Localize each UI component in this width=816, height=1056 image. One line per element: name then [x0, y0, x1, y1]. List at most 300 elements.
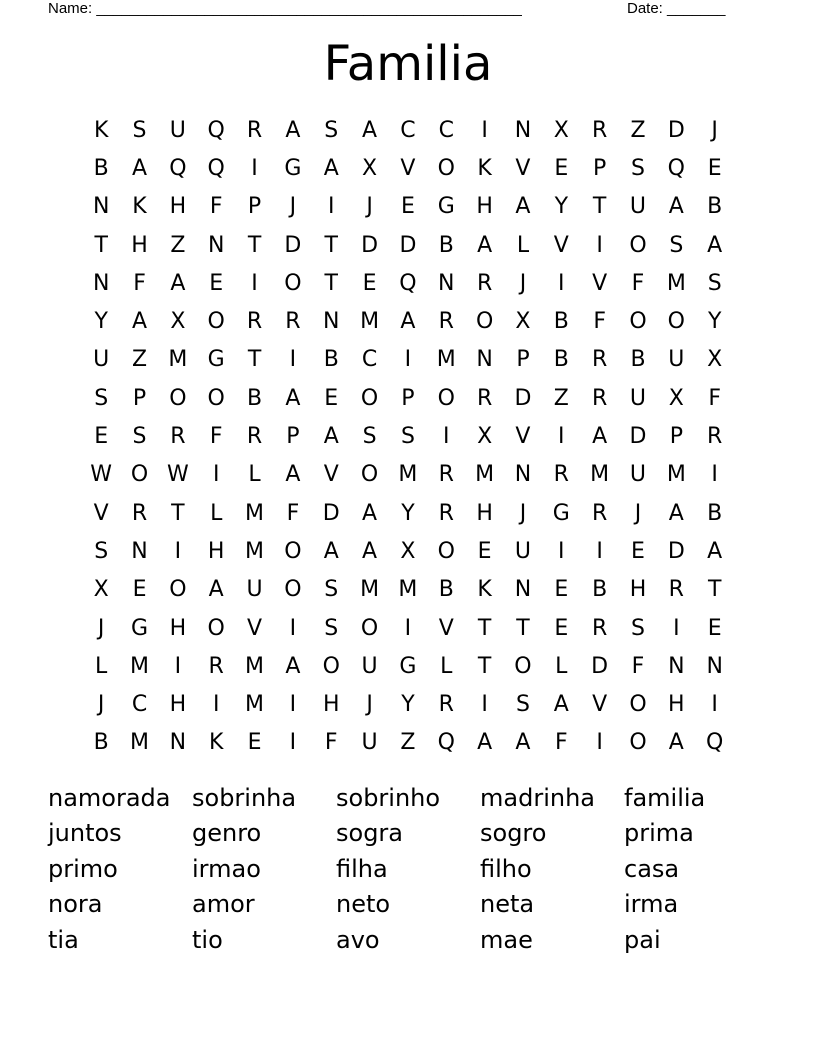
grid-letter[interactable]: I — [212, 692, 220, 718]
grid-letter[interactable]: R — [438, 462, 454, 488]
grid-letter[interactable]: I — [558, 538, 565, 564]
grid-letter[interactable]: E — [707, 155, 722, 181]
grid-letter[interactable]: D — [629, 424, 647, 450]
grid-letter[interactable]: R — [707, 424, 723, 450]
grid-letter[interactable]: O — [437, 538, 455, 564]
grid-letter[interactable]: J — [366, 194, 373, 220]
grid-letter[interactable]: B — [592, 577, 608, 603]
grid-letter[interactable]: D — [322, 500, 340, 526]
grid-letter[interactable]: I — [596, 730, 603, 756]
grid-letter[interactable]: I — [481, 117, 488, 143]
grid-letter[interactable]: O — [130, 462, 149, 488]
grid-letter[interactable]: A — [323, 424, 339, 450]
grid-letter[interactable]: J — [289, 194, 297, 220]
grid-letter[interactable]: X — [400, 538, 416, 564]
grid-letter[interactable]: S — [324, 577, 339, 603]
grid-letter[interactable]: A — [400, 309, 416, 335]
grid-letter[interactable]: M — [168, 347, 188, 373]
grid-letter[interactable]: Y — [707, 309, 722, 335]
grid-letter[interactable]: M — [398, 577, 418, 603]
grid-letter[interactable]: B — [93, 155, 109, 181]
grid-letter[interactable]: Q — [207, 155, 225, 181]
grid-letter[interactable]: M — [130, 730, 149, 756]
grid-letter[interactable]: S — [94, 385, 109, 411]
grid-letter[interactable]: E — [554, 577, 569, 603]
grid-letter[interactable]: O — [475, 309, 494, 335]
grid-letter[interactable]: I — [558, 270, 565, 296]
grid-letter[interactable]: A — [477, 232, 493, 258]
grid-letter[interactable]: W — [166, 462, 189, 488]
grid-letter[interactable]: S — [324, 615, 339, 641]
grid-letter[interactable]: Q — [399, 270, 417, 296]
grid-letter[interactable]: I — [174, 653, 182, 679]
grid-letter[interactable]: A — [362, 117, 378, 143]
grid-letter[interactable]: Z — [400, 730, 416, 756]
grid-letter[interactable]: H — [322, 692, 340, 718]
grid-letter[interactable]: I — [711, 462, 718, 488]
grid-letter[interactable]: C — [131, 692, 148, 718]
word-list-item: prima — [624, 819, 694, 848]
grid-letter[interactable]: G — [437, 194, 455, 220]
grid-letter[interactable]: N — [169, 730, 187, 756]
grid-letter[interactable]: N — [92, 194, 110, 220]
grid-letter[interactable]: J — [519, 270, 527, 296]
word-list-item: juntos — [48, 819, 122, 848]
grid-letter[interactable]: R — [591, 117, 608, 143]
grid-letter[interactable]: O — [629, 730, 647, 756]
grid-letter[interactable]: T — [707, 577, 722, 603]
grid-letter[interactable]: L — [248, 462, 261, 488]
word-list-item: familia — [624, 783, 706, 812]
grid-letter[interactable]: D — [361, 232, 379, 258]
grid-letter[interactable]: R — [438, 500, 454, 526]
grid-letter[interactable]: E — [400, 194, 415, 220]
grid-letter[interactable]: R — [246, 117, 263, 143]
grid-letter[interactable]: D — [667, 538, 685, 564]
grid-letter[interactable]: N — [476, 347, 493, 373]
grid-letter[interactable]: C — [361, 347, 378, 373]
grid-letter[interactable]: A — [477, 730, 493, 756]
grid-letter[interactable]: A — [707, 232, 723, 258]
grid-letter[interactable]: D — [667, 117, 685, 143]
grid-letter[interactable]: M — [245, 653, 265, 679]
grid-letter[interactable]: F — [286, 500, 300, 526]
grid-letter[interactable]: R — [131, 500, 148, 526]
grid-letter[interactable]: D — [514, 385, 532, 411]
grid-letter[interactable]: N — [438, 270, 455, 296]
grid-letter[interactable]: U — [246, 577, 263, 603]
grid-letter[interactable]: P — [401, 385, 415, 411]
grid-letter[interactable]: B — [707, 194, 723, 220]
grid-letter[interactable]: U — [629, 194, 647, 220]
grid-letter[interactable]: V — [247, 615, 263, 641]
grid-letter[interactable]: U — [629, 462, 647, 488]
grid-letter[interactable]: M — [245, 500, 265, 526]
grid-letter[interactable]: P — [286, 424, 300, 450]
grid-letter[interactable]: K — [477, 155, 492, 181]
grid-letter[interactable]: T — [247, 347, 262, 373]
grid-letter[interactable]: M — [360, 309, 380, 335]
grid-letter[interactable]: R — [553, 462, 569, 488]
grid-letter[interactable]: X — [707, 347, 723, 373]
grid-letter[interactable]: O — [514, 653, 532, 679]
grid-letter[interactable]: H — [169, 194, 187, 220]
grid-letter[interactable]: I — [174, 538, 182, 564]
grid-letter[interactable]: I — [481, 692, 488, 718]
grid-letter[interactable]: R — [476, 385, 493, 411]
grid-letter[interactable]: A — [668, 730, 684, 756]
grid-letter[interactable]: A — [208, 577, 224, 603]
grid-letter[interactable]: T — [477, 615, 492, 641]
grid-letter[interactable]: Y — [401, 500, 415, 526]
grid-letter[interactable]: X — [553, 117, 569, 143]
grid-letter[interactable]: Q — [169, 155, 187, 181]
grid-letter[interactable]: P — [247, 194, 262, 220]
grid-letter[interactable]: K — [208, 730, 224, 756]
grid-letter[interactable]: G — [207, 347, 225, 373]
grid-letter[interactable]: U — [361, 653, 378, 679]
grid-letter[interactable]: P — [132, 385, 147, 411]
grid-letter[interactable]: H — [207, 538, 225, 564]
grid-letter[interactable]: S — [669, 232, 684, 258]
grid-letter[interactable]: F — [708, 385, 721, 411]
grid-letter[interactable]: M — [475, 462, 495, 488]
grid-letter[interactable]: H — [476, 194, 493, 220]
grid-letter[interactable]: F — [593, 309, 606, 335]
grid-letter[interactable]: O — [284, 577, 302, 603]
grid-letter[interactable]: F — [554, 730, 568, 756]
grid-letter[interactable]: M — [245, 692, 265, 718]
grid-letter[interactable]: O — [207, 309, 225, 335]
grid-letter[interactable]: N — [706, 653, 723, 679]
grid-letter[interactable]: A — [668, 500, 684, 526]
grid-letter[interactable]: N — [514, 462, 532, 488]
grid-letter[interactable]: U — [93, 347, 110, 373]
grid-letter[interactable]: H — [131, 232, 148, 258]
grid-letter[interactable]: A — [362, 538, 378, 564]
grid-letter[interactable]: G — [399, 653, 417, 679]
grid-letter[interactable]: I — [251, 155, 258, 181]
grid-letter[interactable]: S — [631, 155, 645, 181]
grid-letter[interactable]: T — [516, 615, 530, 641]
grid-letter[interactable]: R — [476, 270, 493, 296]
grid-letter[interactable]: D — [591, 653, 609, 679]
grid-letter[interactable]: A — [285, 117, 301, 143]
grid-letter[interactable]: A — [323, 538, 339, 564]
grid-letter[interactable]: E — [209, 270, 224, 296]
grid-letter[interactable]: X — [170, 309, 186, 335]
grid-letter[interactable]: G — [130, 615, 149, 641]
grid-letter[interactable]: S — [707, 270, 722, 296]
grid-letter[interactable]: Q — [207, 117, 225, 143]
grid-letter[interactable]: T — [247, 232, 262, 258]
grid-letter[interactable]: O — [284, 270, 302, 296]
grid-letter[interactable]: I — [673, 615, 680, 641]
grid-letter[interactable]: R — [285, 309, 301, 335]
grid-letter[interactable]: O — [437, 385, 455, 411]
grid-letter[interactable]: V — [515, 424, 531, 450]
grid-letter[interactable]: O — [629, 309, 647, 335]
grid-letter[interactable]: Q — [437, 730, 455, 756]
grid-letter[interactable]: I — [289, 615, 297, 641]
grid-letter[interactable]: A — [285, 385, 301, 411]
grid-letter[interactable]: I — [404, 615, 412, 641]
grid-letter[interactable]: L — [440, 653, 453, 679]
grid-letter[interactable]: X — [515, 309, 531, 335]
word-list-row — [48, 780, 768, 816]
grid-letter[interactable]: B — [323, 347, 339, 373]
grid-letter[interactable]: U — [169, 117, 186, 143]
grid-letter[interactable]: J — [366, 692, 373, 718]
grid-letter[interactable]: J — [634, 500, 642, 526]
grid-letter[interactable]: M — [130, 653, 149, 679]
grid-letter[interactable]: R — [170, 424, 186, 450]
grid-letter[interactable]: N — [514, 117, 532, 143]
grid-letter[interactable]: E — [362, 270, 377, 296]
grid-letter[interactable]: R — [246, 309, 263, 335]
grid-letter[interactable]: A — [285, 462, 301, 488]
grid-letter[interactable]: M — [360, 577, 380, 603]
grid-letter[interactable]: E — [477, 538, 492, 564]
grid-letter[interactable]: K — [132, 194, 147, 220]
grid-letter[interactable]: B — [630, 347, 646, 373]
grid-letter[interactable]: E — [247, 730, 262, 756]
grid-letter[interactable]: N — [92, 270, 110, 296]
grid-letter[interactable]: M — [245, 538, 265, 564]
grid-row — [82, 417, 734, 455]
grid-letter[interactable]: H — [169, 615, 187, 641]
grid-letter[interactable]: L — [210, 500, 223, 526]
grid-letter[interactable]: L — [555, 653, 568, 679]
grid-letter[interactable]: V — [553, 232, 569, 258]
grid-letter[interactable]: J — [97, 615, 105, 641]
grid-letter[interactable]: I — [289, 347, 297, 373]
grid-letter[interactable]: S — [515, 692, 530, 718]
grid-letter[interactable]: R — [208, 653, 224, 679]
grid-letter[interactable]: O — [360, 385, 379, 411]
grid-letter[interactable]: O — [360, 615, 379, 641]
word-list-item: namorada — [48, 783, 171, 812]
grid-letter[interactable]: E — [631, 538, 645, 564]
grid-letter[interactable]: U — [361, 730, 378, 756]
grid-letter[interactable]: T — [477, 653, 492, 679]
grid-letter[interactable]: U — [629, 385, 647, 411]
word-list-item: primo — [48, 854, 118, 883]
grid-letter[interactable]: S — [324, 117, 339, 143]
grid-letter[interactable]: Z — [170, 232, 186, 258]
grid-letter[interactable]: F — [209, 424, 223, 450]
grid-letter[interactable]: B — [93, 730, 109, 756]
grid-letter[interactable]: L — [516, 232, 530, 258]
grid-letter[interactable]: S — [132, 117, 147, 143]
grid-letter[interactable]: Q — [706, 730, 724, 756]
grid-letter[interactable]: M — [666, 462, 686, 488]
grid-letter[interactable]: V — [592, 270, 608, 296]
date-field-label[interactable]: Date: _______ — [627, 0, 726, 17]
grid-letter[interactable]: T — [324, 270, 338, 296]
grid-letter[interactable]: I — [596, 538, 603, 564]
grid-letter[interactable]: O — [322, 653, 340, 679]
grid-letter[interactable]: V — [438, 615, 454, 641]
grid-letter[interactable]: O — [169, 385, 187, 411]
grid-letter[interactable]: N — [514, 577, 532, 603]
grid-letter[interactable]: X — [93, 577, 109, 603]
grid-letter[interactable]: T — [171, 500, 185, 526]
grid-letter[interactable]: C — [400, 117, 416, 143]
grid-letter[interactable]: I — [327, 194, 335, 220]
grid-letter[interactable]: V — [592, 692, 608, 718]
grid-letter[interactable]: S — [132, 424, 147, 450]
grid-letter[interactable]: I — [596, 232, 603, 258]
grid-letter[interactable]: E — [132, 577, 147, 603]
grid-letter[interactable]: E — [707, 615, 722, 641]
grid-letter[interactable]: G — [552, 500, 570, 526]
grid-letter[interactable]: V — [323, 462, 339, 488]
grid-letter[interactable]: X — [477, 424, 493, 450]
grid-letter[interactable]: R — [591, 500, 608, 526]
grid-letter[interactable]: I — [404, 347, 412, 373]
grid-letter[interactable]: N — [207, 232, 225, 258]
grid-letter[interactable]: O — [360, 462, 379, 488]
grid-letter[interactable]: N — [668, 653, 685, 679]
grid-letter[interactable]: Z — [131, 347, 148, 373]
grid-letter[interactable]: H — [629, 577, 647, 603]
grid-letter[interactable]: B — [438, 577, 454, 603]
grid-letter[interactable]: R — [438, 692, 454, 718]
grid-letter[interactable]: C — [438, 117, 454, 143]
grid-letter[interactable]: L — [95, 653, 108, 679]
grid-letter[interactable]: P — [669, 424, 683, 450]
grid-letter[interactable]: W — [90, 462, 113, 488]
grid-letter[interactable]: F — [324, 730, 338, 756]
grid-letter[interactable]: H — [476, 500, 493, 526]
grid-letter[interactable]: Y — [401, 692, 415, 718]
grid-letter[interactable]: O — [667, 309, 685, 335]
grid-letter[interactable]: A — [553, 692, 569, 718]
grid-letter[interactable]: Y — [94, 309, 108, 335]
grid-letter[interactable]: E — [324, 385, 339, 411]
grid-letter[interactable]: Z — [630, 117, 646, 143]
grid-letter[interactable]: A — [362, 500, 378, 526]
grid-letter[interactable]: B — [707, 500, 723, 526]
grid-row — [82, 111, 734, 149]
grid-letter[interactable]: B — [553, 309, 569, 335]
grid-letter[interactable]: Z — [553, 385, 569, 411]
grid-letter[interactable]: A — [170, 270, 186, 296]
grid-letter[interactable]: Q — [667, 155, 685, 181]
grid-letter[interactable]: T — [592, 194, 607, 220]
grid-letter[interactable]: V — [515, 155, 531, 181]
grid-letter[interactable]: B — [553, 347, 569, 373]
grid-letter[interactable]: O — [207, 615, 225, 641]
grid-letter[interactable]: R — [591, 615, 608, 641]
grid-letter[interactable]: O — [437, 155, 455, 181]
grid-letter[interactable]: I — [289, 730, 297, 756]
grid-letter[interactable]: N — [323, 309, 340, 335]
grid-letter[interactable]: M — [590, 462, 610, 488]
grid-letter[interactable]: T — [94, 232, 108, 258]
grid-letter[interactable]: O — [629, 232, 647, 258]
grid-letter[interactable]: T — [324, 232, 338, 258]
grid-letter[interactable]: B — [247, 385, 263, 411]
grid-letter[interactable]: E — [94, 424, 109, 450]
grid-letter[interactable]: D — [399, 232, 417, 258]
grid-letter[interactable]: A — [707, 538, 723, 564]
grid-letter[interactable]: A — [323, 155, 339, 181]
grid-letter[interactable]: G — [284, 155, 302, 181]
grid-letter[interactable]: A — [592, 424, 608, 450]
grid-letter[interactable]: E — [554, 615, 569, 641]
grid-letter[interactable]: A — [515, 194, 531, 220]
grid-letter[interactable]: S — [94, 538, 109, 564]
grid-letter[interactable]: O — [169, 577, 187, 603]
grid-letter[interactable]: I — [443, 424, 450, 450]
grid-letter[interactable]: I — [289, 692, 297, 718]
grid-letter[interactable]: F — [631, 653, 645, 679]
grid-letter[interactable]: A — [668, 194, 684, 220]
grid-letter[interactable]: F — [209, 194, 223, 220]
grid-letter[interactable]: S — [362, 424, 377, 450]
grid-letter[interactable]: I — [212, 462, 220, 488]
grid-letter[interactable]: R — [246, 424, 263, 450]
grid-letter[interactable]: F — [133, 270, 146, 296]
grid-letter[interactable]: A — [131, 309, 148, 335]
grid-letter[interactable]: R — [668, 577, 684, 603]
grid-letter[interactable]: A — [131, 155, 148, 181]
grid-letter[interactable]: K — [477, 577, 492, 603]
grid-letter[interactable]: N — [131, 538, 148, 564]
grid-letter[interactable]: Y — [554, 194, 569, 220]
grid-letter[interactable]: A — [515, 730, 531, 756]
grid-letter[interactable]: M — [666, 270, 686, 296]
grid-letter[interactable]: E — [554, 155, 569, 181]
grid-letter[interactable]: D — [284, 232, 302, 258]
grid-letter[interactable]: H — [169, 692, 187, 718]
grid-letter[interactable]: J — [519, 500, 527, 526]
grid-letter[interactable]: K — [93, 117, 109, 143]
grid-letter[interactable]: P — [516, 347, 530, 373]
grid-letter[interactable]: O — [207, 385, 225, 411]
grid-letter[interactable]: R — [591, 385, 608, 411]
grid-letter[interactable]: S — [400, 424, 415, 450]
grid-letter[interactable]: H — [668, 692, 685, 718]
grid-letter[interactable]: I — [558, 424, 565, 450]
grid-letter[interactable]: S — [631, 615, 645, 641]
grid-letter[interactable]: O — [284, 538, 302, 564]
grid-letter[interactable]: M — [436, 347, 456, 373]
grid-letter[interactable]: U — [514, 538, 531, 564]
grid-letter[interactable]: I — [251, 270, 258, 296]
grid-letter[interactable]: M — [398, 462, 418, 488]
grid-letter[interactable]: X — [668, 385, 684, 411]
grid-letter[interactable]: V — [93, 500, 109, 526]
grid-letter[interactable]: P — [593, 155, 607, 181]
grid-letter[interactable]: U — [668, 347, 685, 373]
grid-letter[interactable]: X — [362, 155, 378, 181]
grid-letter[interactable]: O — [629, 692, 647, 718]
grid-letter[interactable]: R — [438, 309, 454, 335]
grid-letter[interactable]: J — [97, 692, 105, 718]
grid-letter[interactable]: B — [438, 232, 454, 258]
grid-letter[interactable]: J — [711, 117, 718, 143]
grid-letter[interactable]: F — [631, 270, 645, 296]
grid-letter[interactable]: V — [400, 155, 416, 181]
grid-letter[interactable]: R — [591, 347, 608, 373]
grid-letter[interactable]: I — [711, 692, 718, 718]
word-list-row — [48, 851, 768, 887]
grid-letter[interactable]: A — [285, 653, 301, 679]
name-field-label[interactable]: Name: ___________________________________________________ — [48, 0, 522, 17]
